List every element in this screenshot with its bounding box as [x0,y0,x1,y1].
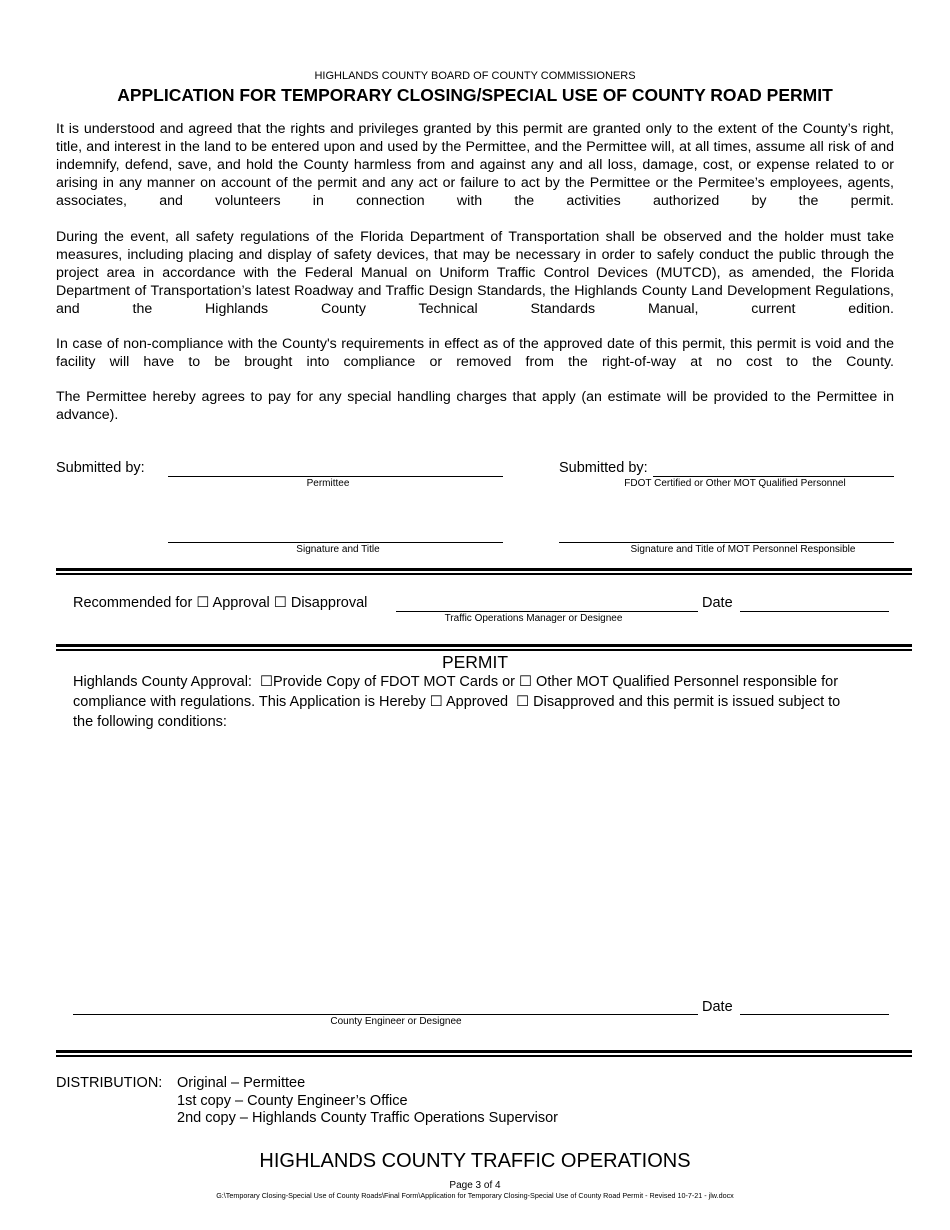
distribution-divider [56,1050,912,1057]
distribution-item: 2nd copy – Highlands County Traffic Operations Supervisor [177,1110,558,1126]
mot-signature-line[interactable] [559,542,894,543]
permit-heading: PERMIT [441,652,509,672]
paragraph-safety: During the event, all safety regulations of the Florida Department of Transportation shall be observed and the holder must take measures, including placing and display of safety devices, that may be necessary in order to safely conduct the public through the project area in accordance with the Federal Manual on Uniform Traffic Control Devices (MUTCD), as amended, the Florida Department of Transportation’s latest Roadway and Traffic Design Standards, the Highlands County Land Development Regulations, and the Highlands County Technical Standards Manual, current edition. [56,229,894,317]
distribution-item: Original – Permittee [177,1075,306,1091]
paragraph-charges: The Permittee hereby agrees to pay for any special handling charges that apply (an estimate will be provided to the Permittee in advance). [56,389,894,423]
recommended-label: Recommended for [73,595,193,611]
recommended-row [73,595,367,611]
distribution-item: 1st copy – County Engineer’s Office [177,1093,408,1109]
recommend-date-label: Date [702,595,733,611]
footer-title: HIGHLANDS COUNTY TRAFFIC OPERATIONS [259,1150,691,1172]
permittee-caption: Permittee [306,478,350,489]
paragraph-compliance: In case of non-compliance with the County's requirements in effect as of the approved date of this permit, this permit is void and the facility will have to be brought into compliance or removed from the right-of-way at no cost to the County. [56,336,894,370]
permittee-line[interactable] [168,476,503,477]
page-number: Page 3 of 4 [449,1180,501,1191]
recommend-date-line[interactable] [740,611,889,612]
permit-approval-line-2: compliance with regulations. This Application is Hereby ☐ Approved ☐ Disapproved and this permit is issued subject to [73,694,841,710]
traffic-manager-line[interactable] [396,611,698,612]
distribution-label: DISTRIBUTION: [56,1075,163,1091]
permit-divider [56,644,912,651]
permit-approval-line-1: Highlands County Approval: ☐Provide Copy of FDOT MOT Cards or ☐ Other MOT Qualified Personnel responsible for [73,674,839,690]
permit-date-label: Date [702,999,733,1015]
approval-checkbox[interactable]: ☐ [196,595,210,611]
permit-date-line[interactable] [740,1014,889,1015]
paragraph-liability: It is understood and agreed that the rights and privileges granted by this permit are granted only to the extent of the County’s right, title, and interest in the land to be entered upon and used by the Permittee, and the Permittee will, at all times, assume all risk of and indemnify, defend, save, and hold the County harmless from and against any and all loss, damage, cost, or expense related to or arising in any manner on account of the permit and any act or failure to act by the Permittee or the Permitee’s employees, agents, associates, and volunteers in connection with the activities authorized by the permit. [56,121,894,209]
permittee-signature-line[interactable] [168,542,503,543]
approval-label: Approval [212,595,270,611]
submitted-by-label-left: Submitted by: [56,460,145,476]
section-divider [56,568,912,575]
disapproval-checkbox[interactable]: ☐ [273,595,287,611]
permittee-signature-caption: Signature and Title [296,544,380,555]
disapproval-label: Disapproval [290,595,368,611]
mot-personnel-caption: FDOT Certified or Other MOT Qualified Personnel [624,478,846,489]
county-engineer-caption: County Engineer or Designee [330,1016,462,1027]
submitted-by-label-right: Submitted by: [559,460,648,476]
mot-signature-caption: Signature and Title of MOT Personnel Responsible [630,544,856,555]
mot-personnel-line[interactable] [653,476,894,477]
file-path: G:\Temporary Closing-Special Use of County Roads\Final Form\Application for Temporary Closing-Special Use of County Road Permit - Revised 10-7-21 - jlw.docx [216,1191,734,1200]
form-title: APPLICATION FOR TEMPORARY CLOSING/SPECIAL USE OF COUNTY ROAD PERMIT [117,85,833,105]
organization-name: HIGHLANDS COUNTY BOARD OF COUNTY COMMISSIONERS [314,70,636,82]
county-engineer-line[interactable] [73,1014,698,1015]
permit-approval-line-3: the following conditions: [73,714,227,730]
traffic-manager-caption: Traffic Operations Manager or Designee [444,613,623,624]
